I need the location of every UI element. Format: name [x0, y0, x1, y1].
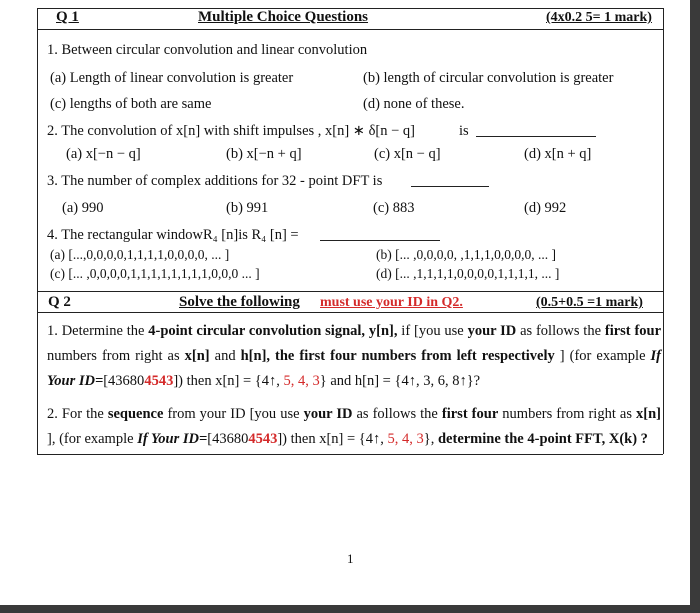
question-3-text: 3. The number of complex additions for 32 - point DFT is	[47, 173, 383, 189]
q2-problem-1: 1. Determine the 4-point circular convolution signal, y[n], if [you use your ID as follows the first four numbers from right as x[n] and h[n], the first four numbers from left respectively ] (for example If Your ID=[436804543]) then x[n] = {4↑, 5, 4, 3} and h[n] = {4↑, 3, 6, 8↑}?	[47, 323, 662, 389]
question-4-option-c: (c) [... ,0,0,0,0,1,1,1,1,1,1,1,1,0,0,0 ... ]	[50, 266, 260, 281]
question-4-text: 4. The rectangular windowR₄ [n]is R₄ [n] =	[47, 227, 299, 243]
question-4-option-b: (b) [... ,0,0,0,0, ,1,1,1,0,0,0,0, ... ]	[376, 247, 556, 262]
q2-header-line	[37, 312, 663, 313]
question-1-text: 1. Between circular convolution and linear convolution	[47, 42, 368, 58]
q1-marks: (4x0.2 5= 1 mark)	[546, 10, 652, 25]
bottom-border	[37, 454, 663, 455]
question-2-text: 2. The convolution of x[n] with shift impulses , x[n] ∗ δ[n − q]	[47, 123, 416, 139]
right-border	[663, 8, 664, 454]
question-1-option-a: (a) Length of linear convolution is greater	[50, 70, 294, 86]
question-2-option-a: (a) x[−n − q]	[66, 146, 141, 162]
question-3-option-a: (a) 990	[62, 200, 104, 216]
left-border	[37, 8, 38, 454]
q2-title: Solve the following	[179, 294, 300, 310]
question-3-option-c: (c) 883	[373, 200, 415, 216]
question-3-option-d: (d) 992	[524, 200, 567, 216]
q2-note: must use your ID in Q2.	[320, 295, 463, 310]
q1-header-line	[37, 29, 663, 30]
q2-problem-2: 2. For the sequence from your ID [you use your ID as follows the first four numbers from right as x[n] ], (for example If Your ID=[436804543]) then x[n] = {4↑, 5, 4, 3}, determine the 4-point FFT, X(k) ?	[47, 406, 661, 447]
q2-label: Q 2	[48, 294, 71, 310]
question-2-option-b: (b) x[−n + q]	[226, 146, 302, 162]
question-4-answer-blank	[320, 228, 440, 246]
question-2-option-c: (c) x[n − q]	[374, 146, 441, 162]
question-2-suffix: is	[459, 123, 469, 139]
q1-label: Q 1	[56, 9, 79, 25]
question-4-option-d: (d) [... ,1,1,1,1,0,0,0,0,1,1,1,1, ... ]	[376, 266, 560, 281]
q2-marks: (0.5+0.5 =1 mark)	[536, 295, 643, 310]
question-3-answer-blank	[411, 174, 489, 192]
q1-title: Multiple Choice Questions	[198, 9, 369, 25]
page-number: 1	[347, 551, 354, 566]
question-1-option-b: (b) length of circular convolution is greater	[363, 70, 614, 86]
question-3-option-b: (b) 991	[226, 200, 269, 216]
question-1-option-c: (c) lengths of both are same	[50, 96, 212, 112]
question-1-option-d: (d) none of these.	[363, 96, 465, 112]
section-divider	[37, 291, 663, 292]
question-2-option-d: (d) x[n + q]	[524, 146, 592, 162]
question-4-option-a: (a) [...,0,0,0,0,1,1,1,1,0,0,0,0, ... ]	[50, 247, 230, 262]
question-2-answer-blank	[476, 124, 596, 142]
